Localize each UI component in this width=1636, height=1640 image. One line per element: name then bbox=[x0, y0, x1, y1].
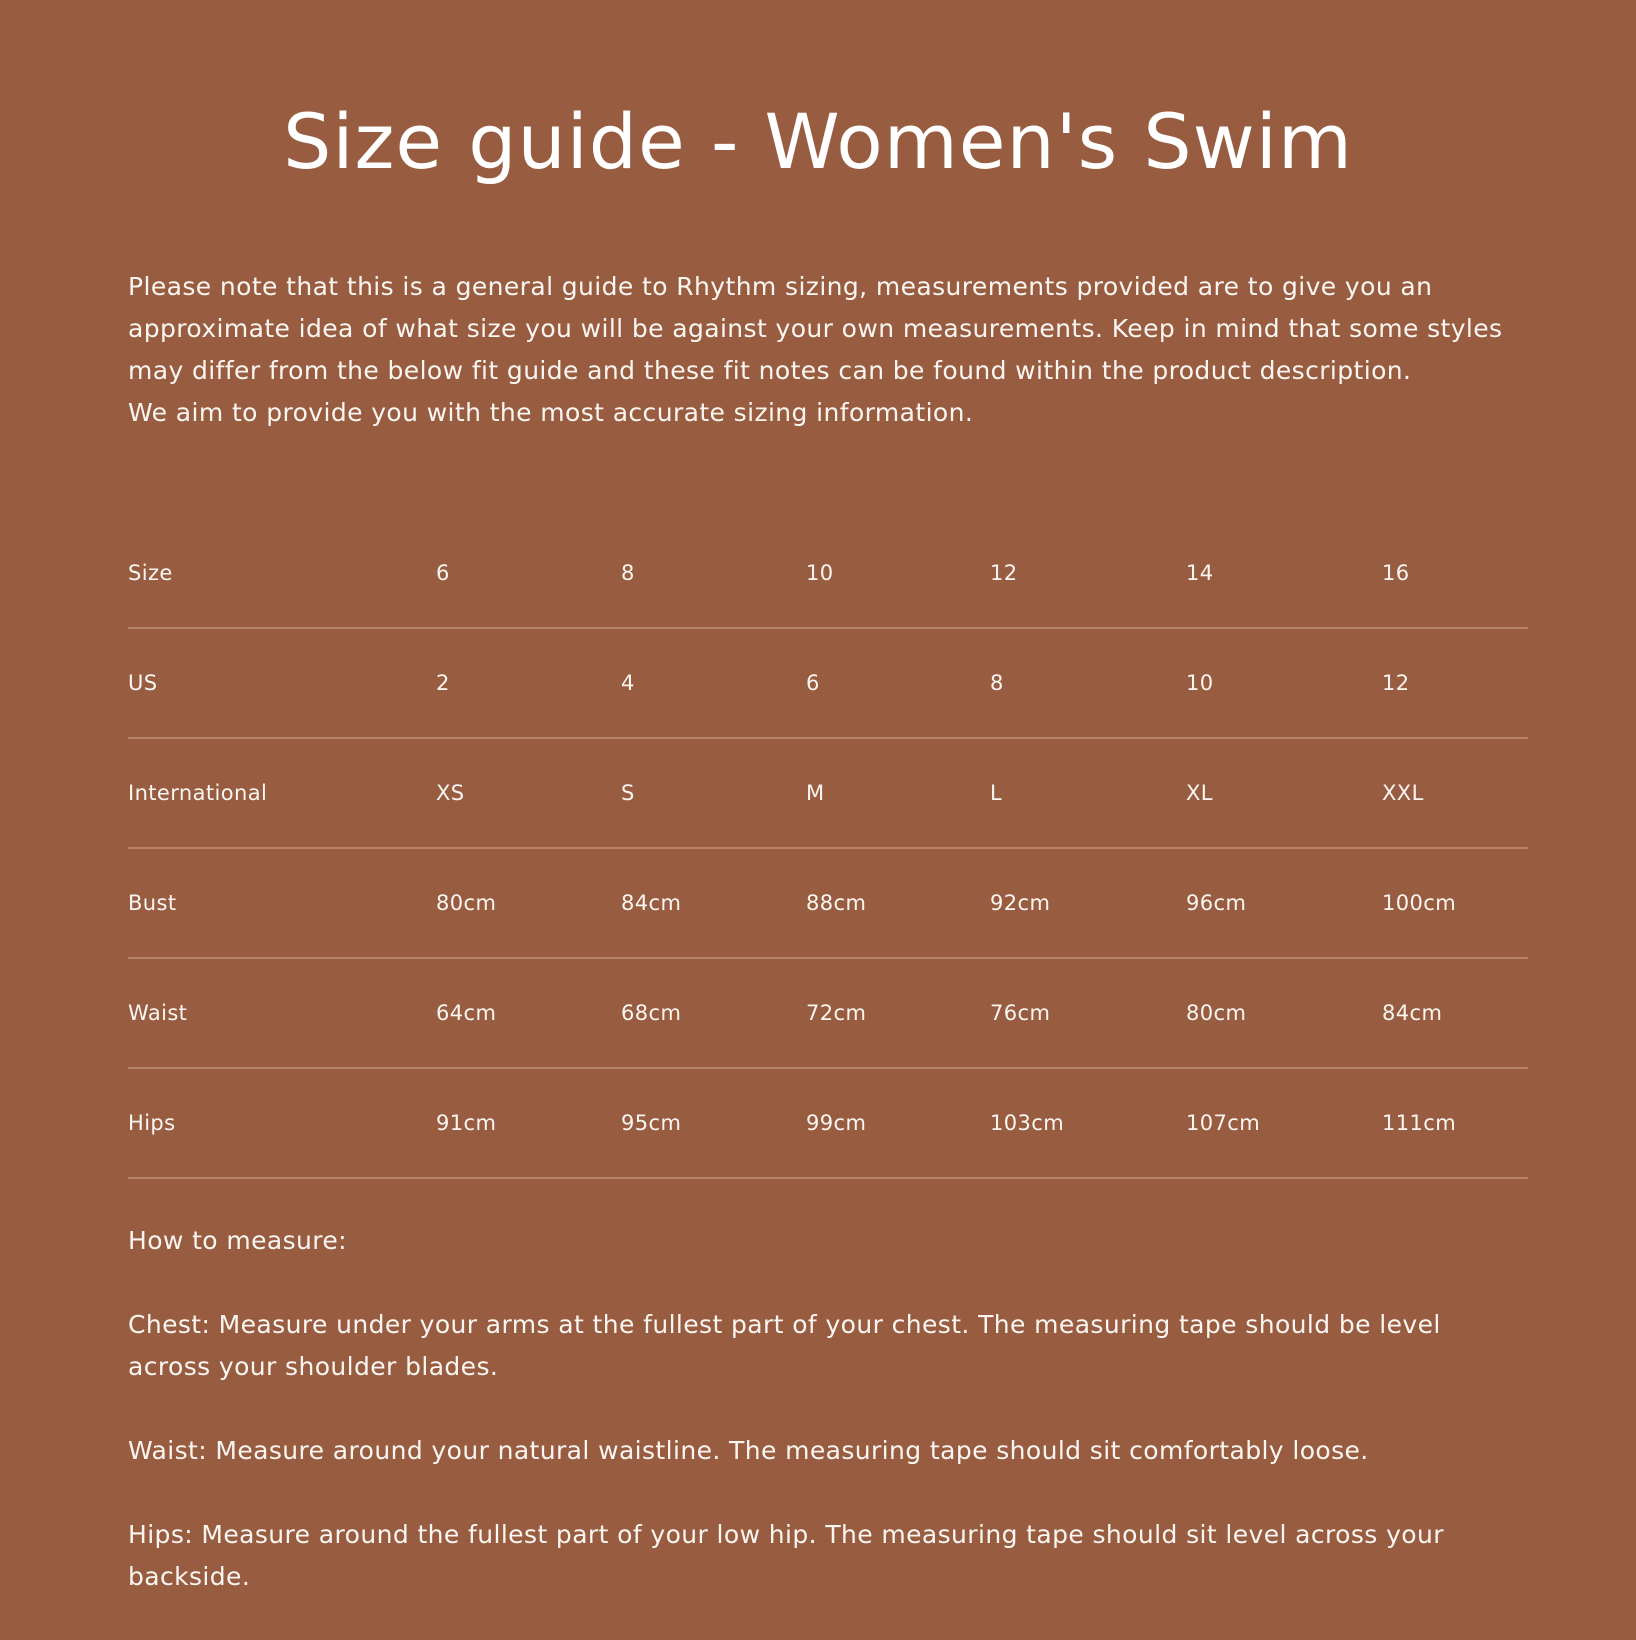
table-cell: 80cm bbox=[436, 891, 497, 915]
table-cell: XXL bbox=[1382, 781, 1424, 805]
table-cell: 10 bbox=[806, 560, 834, 585]
table-cell: M bbox=[806, 781, 825, 805]
table-cell: 96cm bbox=[1186, 891, 1247, 915]
table-cell: 80cm bbox=[1186, 1001, 1247, 1025]
table-cell: 72cm bbox=[806, 1001, 867, 1025]
table-cell: S bbox=[621, 781, 635, 805]
table-cell: 16 bbox=[1382, 560, 1410, 585]
how-to-measure-heading: How to measure: bbox=[128, 1226, 347, 1255]
table-cell: 88cm bbox=[806, 891, 867, 915]
row-label: Waist bbox=[128, 1001, 188, 1025]
page-title: Size guide - Women's Swim bbox=[283, 97, 1353, 186]
chest-instruction: Chest: Measure under your arms at the fullest part of your chest. The measuring tape should be level across your shoulder blades. bbox=[128, 1310, 1441, 1381]
table-row bbox=[128, 628, 1528, 738]
table-cell: 107cm bbox=[1186, 1111, 1261, 1135]
table-cell: 99cm bbox=[806, 1111, 867, 1135]
table-cell: XL bbox=[1186, 781, 1213, 805]
table-cell: 8 bbox=[621, 560, 635, 585]
waist-instruction: Waist: Measure around your natural waistline. The measuring tape should sit comfortably loose. bbox=[128, 1436, 1369, 1465]
table-row bbox=[128, 848, 1528, 958]
table-row bbox=[128, 738, 1528, 848]
row-label: US bbox=[128, 671, 158, 695]
table-cell: 76cm bbox=[990, 1001, 1051, 1025]
row-label: Bust bbox=[128, 891, 177, 915]
table-cell: 10 bbox=[1186, 671, 1214, 695]
table-cell: 100cm bbox=[1382, 891, 1457, 915]
how-to-measure-section bbox=[128, 1220, 1528, 1640]
table-cell: 12 bbox=[1382, 671, 1410, 695]
table-cell: 84cm bbox=[1382, 1001, 1443, 1025]
table-cell: 14 bbox=[1186, 560, 1214, 585]
size-table bbox=[128, 518, 1528, 1179]
intro-text bbox=[128, 266, 1528, 434]
row-label: Size bbox=[128, 560, 173, 585]
table-cell: 8 bbox=[990, 671, 1004, 695]
intro-paragraph: Please note that this is a general guide to Rhythm sizing, measurements provided are to give you an approximate idea of what size you will be against your own measurements. Keep in mind that some styles may differ from the below fit guide and these fit notes can be found within the product description. bbox=[128, 272, 1503, 385]
table-cell: 2 bbox=[436, 671, 450, 695]
table-cell: 64cm bbox=[436, 1001, 497, 1025]
table-cell: 111cm bbox=[1382, 1111, 1457, 1135]
table-cell: L bbox=[990, 781, 1003, 805]
row-label: Hips bbox=[128, 1111, 176, 1135]
table-cell: 6 bbox=[806, 671, 820, 695]
table-cell: 103cm bbox=[990, 1111, 1065, 1135]
table-cell: 84cm bbox=[621, 891, 682, 915]
hips-instruction: Hips: Measure around the fullest part of your low hip. The measuring tape should sit level across your backside. bbox=[128, 1520, 1444, 1591]
table-row bbox=[128, 1068, 1528, 1178]
table-cell: XS bbox=[436, 781, 465, 805]
table-cell: 92cm bbox=[990, 891, 1051, 915]
table-cell: 12 bbox=[990, 560, 1018, 585]
table-row bbox=[128, 958, 1528, 1068]
table-cell: 4 bbox=[621, 671, 635, 695]
table-cell: 91cm bbox=[436, 1111, 497, 1135]
table-cell: 95cm bbox=[621, 1111, 682, 1135]
intro-paragraph: We aim to provide you with the most accurate sizing information. bbox=[128, 398, 974, 427]
row-label: International bbox=[128, 781, 268, 805]
table-row bbox=[128, 518, 1528, 628]
table-cell: 6 bbox=[436, 560, 450, 585]
table-cell: 68cm bbox=[621, 1001, 682, 1025]
